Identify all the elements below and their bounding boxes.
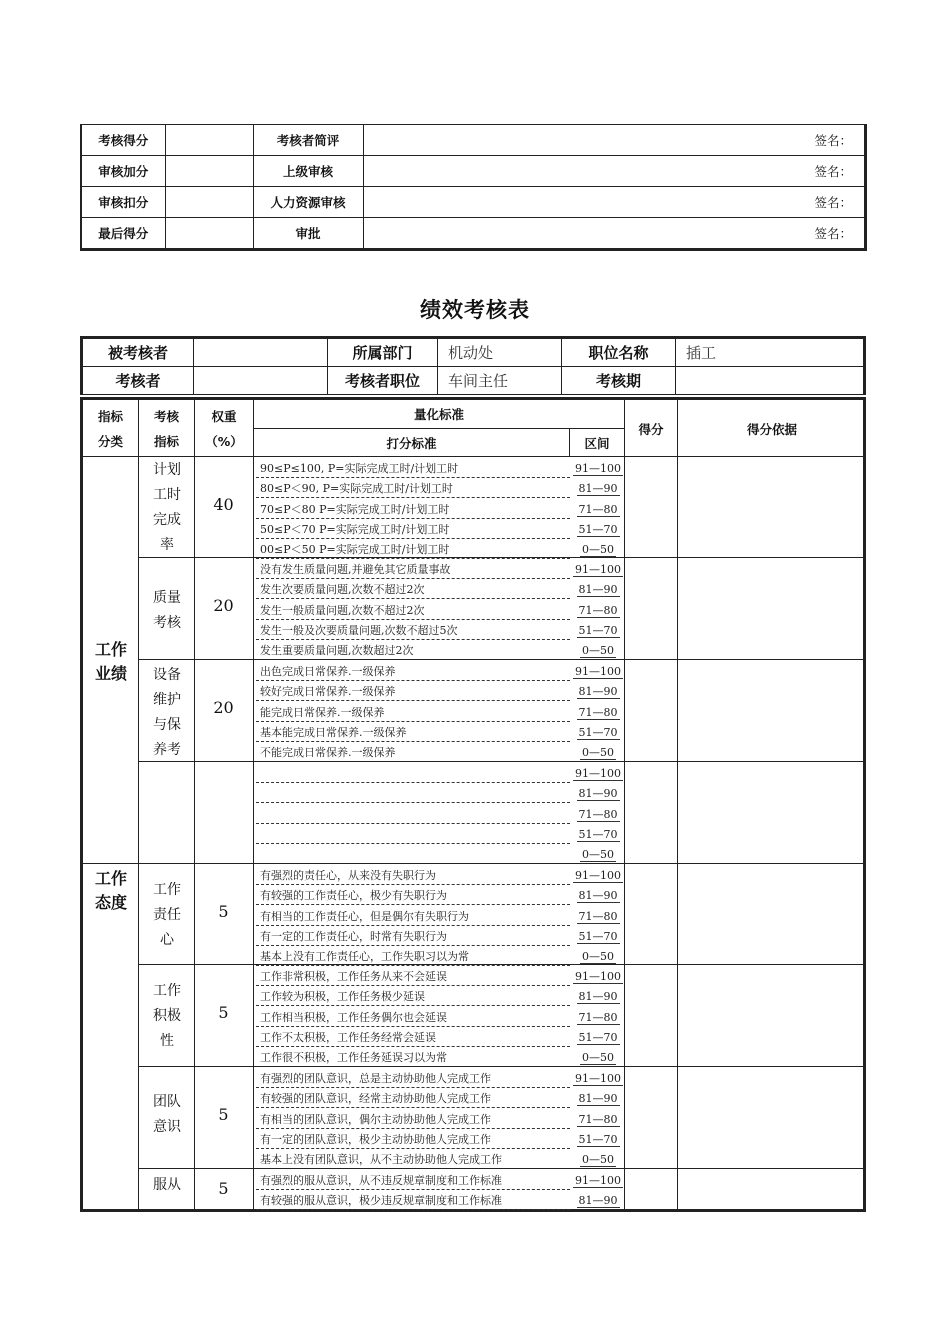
range-text: 0—50 bbox=[582, 950, 614, 964]
criterion-text bbox=[256, 848, 260, 861]
criterion-underline bbox=[256, 1046, 570, 1047]
grid-divider bbox=[83, 456, 863, 457]
indicator-name-line: 与保 bbox=[153, 717, 181, 733]
summary-label: 审核加分 bbox=[81, 156, 165, 187]
criterion-text: 发生次要质量问题,次数不超过2次 bbox=[260, 583, 425, 597]
category-text: 工作态度 bbox=[94, 869, 127, 912]
criterion-text: 工作较为积极，工作任务极少延误 bbox=[260, 990, 425, 1004]
weight-value: 5 bbox=[218, 1003, 229, 1022]
basis-header: 得分依据 bbox=[746, 422, 797, 437]
range-text: 81—90 bbox=[578, 1092, 618, 1106]
score-range bbox=[572, 602, 624, 622]
range-text: 51—70 bbox=[578, 522, 618, 536]
scoring-criterion[interactable] bbox=[256, 683, 570, 703]
criterion-underline bbox=[256, 965, 570, 966]
assessee-field[interactable] bbox=[194, 338, 328, 367]
grid-divider bbox=[139, 1066, 863, 1067]
indicator-name-line: 积极 bbox=[153, 1008, 181, 1024]
score-range bbox=[572, 1070, 624, 1090]
header-line: 指标 bbox=[97, 409, 123, 424]
scoring-criterion[interactable] bbox=[256, 561, 570, 581]
criterion-underline bbox=[256, 985, 570, 986]
criterion-text: 发生一般质量问题,次数不超过2次 bbox=[260, 603, 425, 617]
summary-label: 考核者简评 bbox=[253, 125, 363, 156]
score-range bbox=[572, 1131, 624, 1151]
indicator-name bbox=[140, 586, 194, 636]
summary-row bbox=[81, 125, 866, 156]
scoring-grid bbox=[80, 397, 866, 1212]
criterion-underline bbox=[256, 782, 570, 783]
criterion-underline bbox=[256, 1189, 570, 1190]
scoring-criterion[interactable] bbox=[256, 663, 570, 683]
signature-field[interactable]: 签名： bbox=[363, 156, 866, 187]
criterion-text: 工作相当积极，工作任务偶尔也会延误 bbox=[260, 1010, 447, 1024]
score-range bbox=[572, 561, 624, 581]
indicator-name bbox=[140, 663, 194, 763]
score-range bbox=[572, 1009, 624, 1029]
weight-value: 5 bbox=[218, 1179, 229, 1198]
indicator-name-line: 考核 bbox=[153, 615, 181, 631]
score-range bbox=[572, 521, 624, 541]
criterion-text: 没有发生质量问题,并避免其它质量事故 bbox=[260, 563, 451, 576]
assessor-label: 考核者 bbox=[82, 367, 194, 395]
range-text: 91—100 bbox=[575, 563, 621, 576]
assessor-field[interactable] bbox=[194, 367, 328, 395]
header-line: 考核 bbox=[153, 409, 179, 424]
criterion-underline bbox=[256, 1128, 570, 1129]
indicator-name-line: 计划 bbox=[153, 462, 181, 478]
criterion-text: 有一定的工作责任心，时常有失职行为 bbox=[260, 929, 447, 943]
scoring-criterion[interactable] bbox=[256, 1111, 570, 1131]
criterion-text: 有强烈的服从意识，从不违反规章制度和工作标准 bbox=[260, 1174, 502, 1187]
criterion-text bbox=[256, 787, 260, 800]
indicator-name bbox=[140, 1173, 194, 1198]
grid-divider bbox=[139, 557, 863, 558]
criterion-underline bbox=[256, 823, 570, 824]
range-text: 81—90 bbox=[578, 685, 618, 699]
scoring-criterion[interactable] bbox=[256, 1070, 570, 1090]
criterion-underline bbox=[256, 598, 570, 599]
criterion-text: 有一定的团队意识，极少主动协助他人完成工作 bbox=[260, 1132, 491, 1146]
assessee-label: 被考核者 bbox=[82, 338, 194, 367]
range-text: 71—80 bbox=[578, 502, 618, 516]
indicator-name-line: 心 bbox=[160, 932, 174, 948]
score-range bbox=[572, 724, 624, 744]
range-text: 81—90 bbox=[578, 583, 618, 597]
range-text: 0—50 bbox=[582, 644, 614, 658]
scoring-criterion[interactable] bbox=[256, 460, 570, 480]
criterion-underline bbox=[256, 741, 570, 742]
scoring-criterion[interactable] bbox=[256, 521, 570, 541]
weight-header bbox=[195, 404, 253, 454]
range-text: 91—100 bbox=[575, 970, 621, 983]
header-line: 权重 bbox=[211, 409, 237, 424]
criterion-text: 工作非常积极，工作任务从来不会延误 bbox=[260, 970, 447, 983]
range-text: 81—90 bbox=[578, 1194, 618, 1208]
criterion-text bbox=[256, 767, 260, 780]
criterion-underline bbox=[256, 1107, 570, 1108]
score-range bbox=[572, 704, 624, 724]
scoring-criterion[interactable] bbox=[256, 581, 570, 601]
criterion-underline bbox=[256, 1005, 570, 1006]
period-label: 考核期 bbox=[562, 367, 676, 395]
scoring-criterion[interactable] bbox=[256, 928, 570, 948]
range-text: 81—90 bbox=[578, 787, 618, 801]
score-range bbox=[572, 988, 624, 1008]
indicator-name bbox=[140, 458, 194, 558]
scoring-criterion[interactable] bbox=[256, 541, 570, 561]
header-line: 分类 bbox=[97, 434, 123, 449]
range-text: 71—80 bbox=[578, 807, 618, 821]
criterion-text: 基本上没有团队意识，从不主动协助他人完成工作 bbox=[260, 1153, 502, 1167]
category-label bbox=[86, 867, 136, 915]
scoring-criterion[interactable] bbox=[256, 1131, 570, 1151]
criterion-underline bbox=[256, 802, 570, 803]
criterion-underline bbox=[256, 639, 570, 640]
score-range bbox=[572, 826, 624, 846]
score-range bbox=[572, 928, 624, 948]
score-range bbox=[572, 867, 624, 887]
scoring-criterion[interactable] bbox=[256, 826, 570, 846]
indicator-name-line: 率 bbox=[160, 537, 174, 553]
criterion-text: 80≤P＜90, P=实际完成工时/计划工时 bbox=[260, 482, 453, 496]
summary-value-cell[interactable] bbox=[165, 125, 253, 156]
scoring-criterion[interactable] bbox=[256, 988, 570, 1008]
grid-divider bbox=[139, 761, 863, 762]
signature-field[interactable]: 签名： bbox=[363, 218, 866, 250]
position-field[interactable]: 插工 bbox=[676, 338, 865, 367]
criterion-text: 50≤P＜70 P=实际完成工时/计划工时 bbox=[260, 522, 450, 536]
weight-value: 5 bbox=[218, 902, 229, 921]
criterion-text: 较好完成日常保养.一级保养 bbox=[260, 685, 396, 699]
score-range bbox=[572, 887, 624, 907]
indicator-name-line: 工作 bbox=[153, 983, 181, 999]
summary-value-cell[interactable] bbox=[165, 156, 253, 187]
scoring-criterion[interactable] bbox=[256, 908, 570, 928]
criterion-text: 90≤P≤100, P=实际完成工时/计划工时 bbox=[260, 462, 459, 475]
header-line: （%） bbox=[205, 434, 243, 449]
header-line: 指标 bbox=[153, 434, 179, 449]
criterion-underline bbox=[256, 843, 570, 844]
summary-value-cell[interactable] bbox=[165, 187, 253, 218]
summary-label: 人力资源审核 bbox=[253, 187, 363, 218]
range-text: 51—70 bbox=[578, 1132, 618, 1146]
summary-label: 最后得分 bbox=[81, 218, 165, 250]
grid-divider bbox=[139, 1168, 863, 1169]
summary-value-cell[interactable] bbox=[165, 218, 253, 250]
scoring-criterion[interactable] bbox=[256, 1009, 570, 1029]
weight-value: 20 bbox=[213, 698, 234, 717]
range-text: 91—100 bbox=[575, 1174, 621, 1187]
weight-value: 5 bbox=[218, 1105, 229, 1124]
range-text: 0—50 bbox=[582, 746, 614, 760]
range-text: 51—70 bbox=[578, 1030, 618, 1044]
criterion-text: 工作不太积极，工作任务经常会延误 bbox=[260, 1030, 436, 1044]
dept-label: 所属部门 bbox=[328, 338, 438, 367]
scoring-criterion[interactable] bbox=[256, 887, 570, 907]
criterion-text: 有强烈的责任心，从来没有失职行为 bbox=[260, 869, 436, 882]
criterion-underline bbox=[256, 904, 570, 905]
indicator-header bbox=[139, 404, 194, 454]
assessor-position-field[interactable]: 车间主任 bbox=[438, 367, 562, 395]
range-text: 51—70 bbox=[578, 623, 618, 637]
scoring-criterion[interactable] bbox=[256, 1172, 570, 1192]
score-range bbox=[572, 541, 624, 561]
criterion-underline bbox=[256, 925, 570, 926]
score-range bbox=[572, 460, 624, 480]
score-range bbox=[572, 908, 624, 928]
signature-field[interactable]: 签名： bbox=[363, 125, 866, 156]
scoring-criterion[interactable] bbox=[256, 1090, 570, 1110]
scoring-criterion[interactable] bbox=[256, 867, 570, 887]
criterion-underline bbox=[256, 1026, 570, 1027]
score-range bbox=[572, 765, 624, 785]
criterion-underline bbox=[256, 578, 570, 579]
criterion-underline bbox=[256, 518, 570, 519]
indicator-name-line: 工时 bbox=[153, 487, 181, 503]
score-range bbox=[572, 480, 624, 500]
score-range bbox=[572, 968, 624, 988]
dept-field[interactable]: 机动处 bbox=[438, 338, 562, 367]
score-range bbox=[572, 622, 624, 642]
criterion-text: 工作很不积极，工作任务延误习以为常 bbox=[260, 1051, 447, 1065]
quant-standard-header: 量化标准 bbox=[413, 407, 464, 422]
scoring-criterion[interactable] bbox=[256, 724, 570, 744]
score-range bbox=[572, 1111, 624, 1131]
range-text: 81—90 bbox=[578, 990, 618, 1004]
scoring-criterion[interactable] bbox=[256, 785, 570, 805]
scoring-criterion[interactable] bbox=[256, 602, 570, 622]
grid-divider bbox=[253, 400, 254, 1209]
grid-divider bbox=[139, 964, 863, 965]
indicator-name-line: 意识 bbox=[153, 1119, 181, 1135]
range-text: 71—80 bbox=[578, 1112, 618, 1126]
category-label bbox=[86, 638, 136, 686]
criterion-text: 发生一般及次要质量问题,次数不超过5次 bbox=[260, 623, 458, 637]
grid-divider bbox=[677, 400, 678, 1209]
score-range bbox=[572, 663, 624, 683]
scoring-standard-header: 打分标准 bbox=[386, 436, 437, 451]
scoring-criterion[interactable] bbox=[256, 480, 570, 500]
summary-row bbox=[81, 187, 866, 218]
range-text: 91—100 bbox=[575, 767, 621, 780]
score-range bbox=[572, 785, 624, 805]
grid-divider bbox=[139, 659, 863, 660]
score-range bbox=[572, 1192, 624, 1212]
criterion-text: 发生重要质量问题,次数超过2次 bbox=[260, 644, 414, 658]
position-label: 职位名称 bbox=[562, 338, 676, 367]
indicator-name bbox=[140, 1090, 194, 1140]
criterion-text: 基本能完成日常保养.一级保养 bbox=[260, 725, 407, 739]
range-text: 91—100 bbox=[575, 1072, 621, 1085]
indicator-name bbox=[140, 979, 194, 1054]
grid-divider bbox=[138, 400, 139, 1209]
range-header: 区间 bbox=[584, 436, 610, 451]
range-text: 81—90 bbox=[578, 889, 618, 903]
category-header bbox=[83, 404, 138, 454]
scoring-criterion[interactable] bbox=[256, 968, 570, 988]
grid-divider bbox=[624, 400, 625, 1209]
range-text: 71—80 bbox=[578, 909, 618, 923]
scoring-criterion[interactable] bbox=[256, 765, 570, 785]
range-text: 51—70 bbox=[578, 929, 618, 943]
weight-value: 40 bbox=[213, 495, 234, 514]
range-text: 71—80 bbox=[578, 1010, 618, 1024]
criterion-text: 00≤P＜50 P=实际完成工时/计划工时 bbox=[260, 543, 450, 557]
range-text: 51—70 bbox=[578, 827, 618, 841]
range-text: 91—100 bbox=[575, 665, 621, 678]
grid-divider bbox=[83, 863, 863, 864]
criterion-underline bbox=[256, 945, 570, 946]
category-text: 工作业绩 bbox=[94, 640, 127, 683]
criterion-text: 有较强的服从意识，极少违反规章制度和工作标准 bbox=[260, 1194, 502, 1208]
criterion-underline bbox=[256, 619, 570, 620]
range-text: 0—50 bbox=[582, 1051, 614, 1065]
score-range bbox=[572, 806, 624, 826]
weight-value: 20 bbox=[213, 596, 234, 615]
score-range bbox=[572, 581, 624, 601]
indicator-name-line: 服从 bbox=[153, 1177, 181, 1193]
score-range bbox=[572, 948, 624, 968]
indicator-name-line: 设备 bbox=[153, 667, 181, 683]
range-text: 91—100 bbox=[575, 869, 621, 882]
score-range bbox=[572, 1090, 624, 1110]
criterion-underline bbox=[256, 558, 570, 559]
page-title: 绩效考核表 bbox=[420, 298, 530, 322]
indicator-name-line: 团队 bbox=[153, 1094, 181, 1110]
indicator-name-line: 性 bbox=[160, 1033, 174, 1049]
grid-divider bbox=[194, 400, 195, 1209]
indicator-name-line: 养考 bbox=[153, 742, 181, 758]
indicator-name bbox=[140, 878, 194, 953]
score-header: 得分 bbox=[638, 422, 664, 437]
summary-label: 审批 bbox=[253, 218, 363, 250]
summary-label: 审核扣分 bbox=[81, 187, 165, 218]
indicator-name-line: 完成 bbox=[153, 512, 181, 528]
range-text: 0—50 bbox=[582, 1153, 614, 1167]
criterion-underline bbox=[256, 884, 570, 885]
criterion-underline bbox=[256, 680, 570, 681]
criterion-text: 能完成日常保养.一级保养 bbox=[260, 705, 385, 719]
criterion-text: 出色完成日常保养.一级保养 bbox=[260, 665, 396, 678]
range-text: 71—80 bbox=[578, 705, 618, 719]
indicator-name-line: 质量 bbox=[153, 590, 181, 606]
scoring-criterion[interactable] bbox=[256, 1029, 570, 1049]
criterion-text: 70≤P＜80 P=实际完成工时/计划工时 bbox=[260, 502, 450, 516]
score-range bbox=[572, 1172, 624, 1192]
criterion-underline bbox=[256, 1087, 570, 1088]
info-row bbox=[82, 338, 865, 367]
scoring-criterion[interactable] bbox=[256, 806, 570, 826]
criterion-text: 不能完成日常保养.一级保养 bbox=[260, 746, 396, 760]
summary-label: 上级审核 bbox=[253, 156, 363, 187]
range-text: 91—100 bbox=[575, 462, 621, 475]
period-field[interactable] bbox=[676, 367, 865, 395]
criterion-text: 有相当的团队意识，偶尔主动协助他人完成工作 bbox=[260, 1112, 491, 1126]
criterion-text: 有强烈的团队意识，总是主动协助他人完成工作 bbox=[260, 1072, 491, 1085]
info-row bbox=[82, 367, 865, 395]
score-range bbox=[572, 683, 624, 703]
score-range bbox=[572, 1029, 624, 1049]
range-text: 0—50 bbox=[582, 848, 614, 862]
criterion-underline bbox=[256, 700, 570, 701]
scoring-criterion[interactable] bbox=[256, 1192, 570, 1212]
summary-label: 考核得分 bbox=[81, 125, 165, 156]
criterion-text: 有相当的工作责任心，但是偶尔有失职行为 bbox=[260, 909, 469, 923]
criterion-text: 有较强的工作责任心，极少有失职行为 bbox=[260, 889, 447, 903]
criterion-text bbox=[256, 808, 260, 821]
criterion-underline bbox=[256, 497, 570, 498]
assessor-position-label: 考核者职位 bbox=[328, 367, 438, 395]
indicator-name-line: 维护 bbox=[153, 692, 181, 708]
scoring-criterion[interactable] bbox=[256, 622, 570, 642]
signature-field[interactable]: 签名： bbox=[363, 187, 866, 218]
range-text: 71—80 bbox=[578, 603, 618, 617]
indicator-name-line: 工作 bbox=[153, 882, 181, 898]
criterion-underline bbox=[256, 721, 570, 722]
grid-divider bbox=[253, 428, 624, 429]
summary-row bbox=[81, 218, 866, 250]
criterion-text: 有较强的团队意识，经常主动协助他人完成工作 bbox=[260, 1092, 491, 1106]
range-text: 81—90 bbox=[578, 482, 618, 496]
criterion-underline bbox=[256, 538, 570, 539]
indicator-name-line: 责任 bbox=[153, 907, 181, 923]
range-text: 0—50 bbox=[582, 543, 614, 557]
range-text: 51—70 bbox=[578, 725, 618, 739]
scoring-criterion[interactable] bbox=[256, 948, 570, 968]
scoring-criterion[interactable] bbox=[256, 704, 570, 724]
score-range bbox=[572, 501, 624, 521]
criterion-underline bbox=[256, 1148, 570, 1149]
review-summary-table bbox=[80, 124, 867, 251]
criterion-underline bbox=[256, 1209, 570, 1210]
criterion-text bbox=[256, 828, 260, 841]
criterion-underline bbox=[256, 477, 570, 478]
assessment-info-table bbox=[80, 336, 866, 395]
summary-row bbox=[81, 156, 866, 187]
criterion-text: 基本上没有工作责任心，工作失职习以为常 bbox=[260, 950, 469, 964]
scoring-criterion[interactable] bbox=[256, 501, 570, 521]
